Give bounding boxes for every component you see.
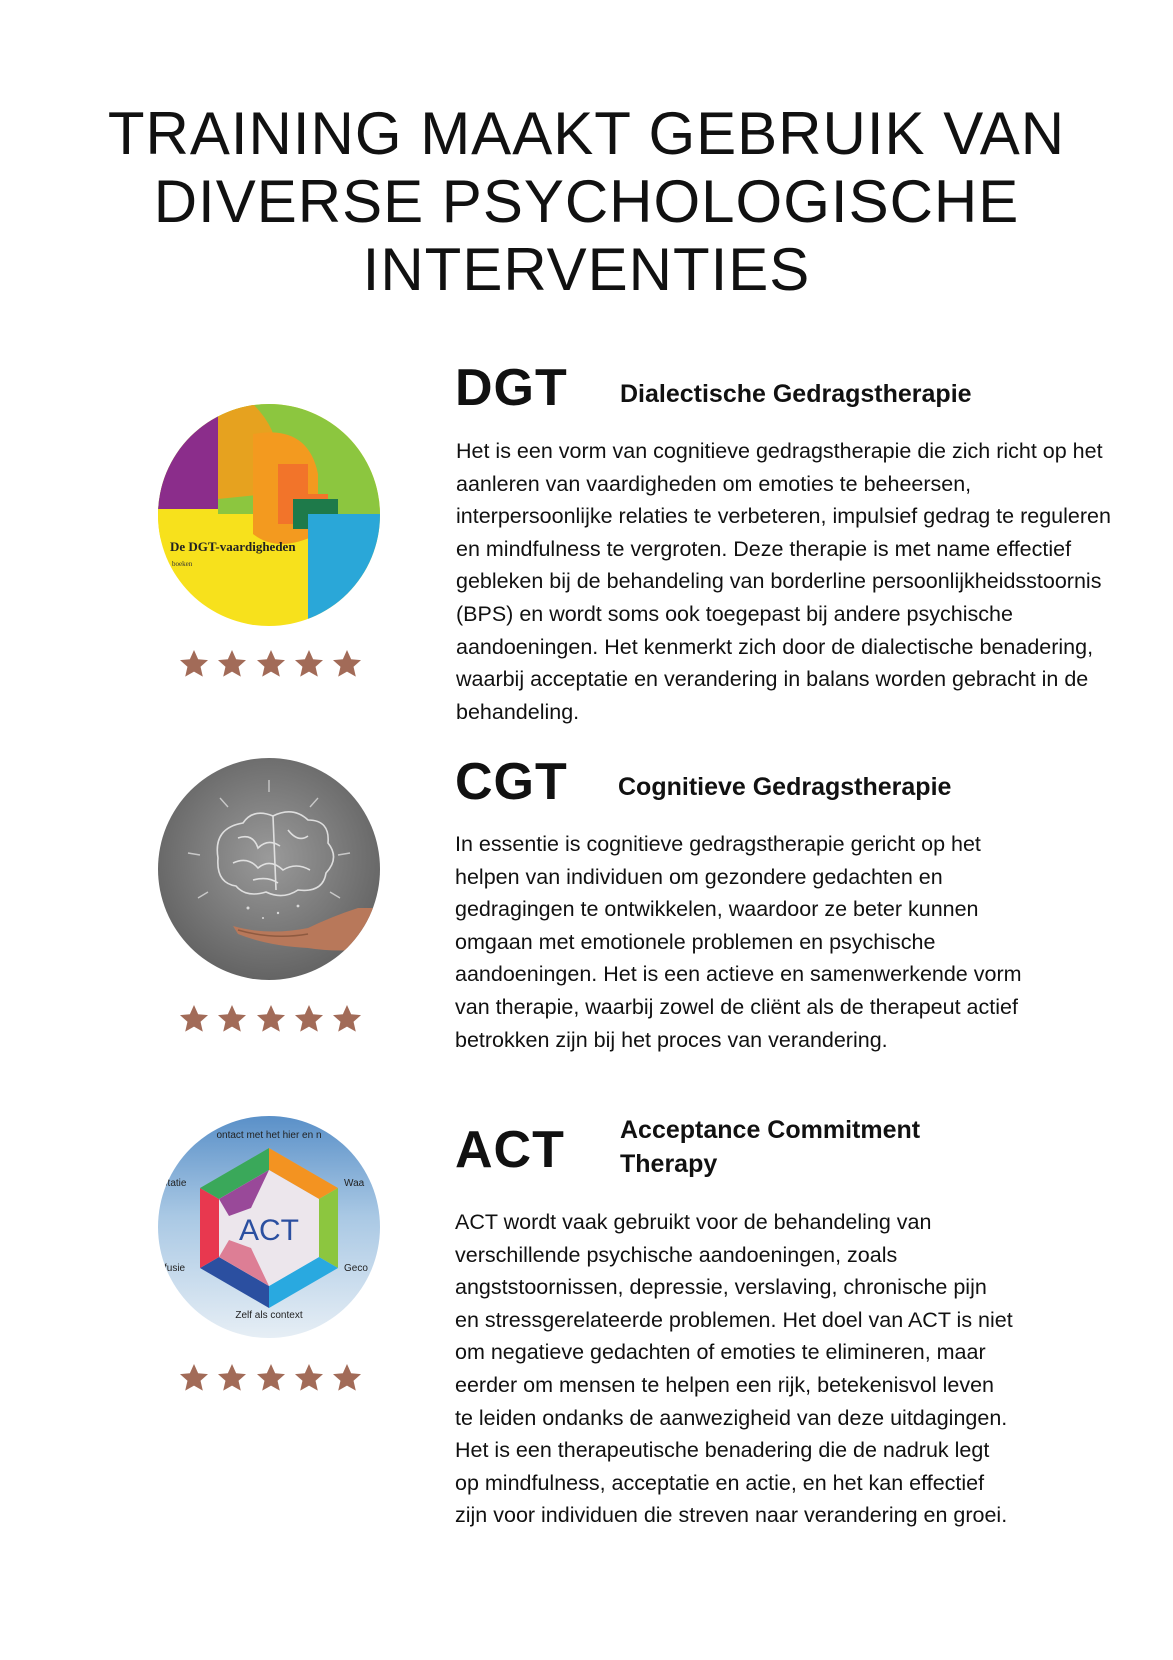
dgt-rating-stars [178, 648, 363, 682]
star-icon [216, 1003, 248, 1035]
dgt-abbreviation: DGT [455, 359, 568, 417]
act-description: ACT wordt vaak gebruikt voor de behandeling van verschillende psychische aandoeningen, zoals angststoornissen, depressie, verslaving, chronische pijn en stressgerelateerde problemen. Het doel van ACT is niet om negatieve gedachten of emoties te elimineren, maar eerder om mensen te helpen een rijk, betekenisvol leven te leiden ondanks de aanwezigheid van deze uitdagingen. Het is een therapeutische benadering die de nadruk legt op mindfulness, acceptatie en actie, en het kan effectief zijn voor individuen die streven naar verandering en groei. [455, 1210, 1013, 1528]
star-icon [255, 648, 287, 680]
act-label-top: ontact met het hier en n [216, 1130, 322, 1141]
act-center-label: ACT [239, 1214, 299, 1247]
dgt-description: Het is een vorm van cognitieve gedragstherapie die zich richt op het aanleren van vaardigheden om emoties te beheersen, interpersoonlijke relaties te verbeteren, impulsief gedrag te reguleren en mindfulness te vergroten. Deze therapie is met name effectief gebleken bij de behandeling van borderline persoonlijkheidsstoornis (BPS) en wordt soms ook toegepast bij andere psychische aandoeningen. Het kenmerkt zich door de dialectische benadering, waarbij acceptatie en verandering in balans worden gebracht in de behandeling. [456, 439, 1111, 724]
star-icon [178, 648, 210, 680]
star-icon [178, 1362, 210, 1394]
act-label-bottom-left: fusie [164, 1263, 186, 1274]
star-icon [331, 1003, 363, 1035]
dgt-full-name: Dialectische Gedragstherapie [620, 380, 972, 408]
star-icon [293, 1362, 325, 1394]
cgt-abbreviation: CGT [455, 753, 568, 811]
cgt-full-name: Cognitieve Gedragstherapie [618, 773, 952, 801]
act-hexaflex-image [158, 1116, 380, 1338]
act-full-name: Acceptance Commitment Therapy [620, 1116, 921, 1178]
star-icon [178, 1003, 210, 1035]
cgt-rating-stars [178, 1003, 363, 1037]
dgt-cover-subtitle-text: boeken [172, 560, 193, 568]
star-icon [216, 1362, 248, 1394]
act-label-bottom-right: Geco [344, 1263, 368, 1274]
page-title: TRAINING MAAKT GEBRUIK VAN DIVERSE PSYCHOLOGISCHE INTERVENTIES [107, 100, 1066, 303]
star-icon [293, 648, 325, 680]
dgt-cover-title-text: De DGT-vaardigheden [170, 539, 296, 554]
act-label-top-right: Waa [344, 1178, 365, 1189]
act-rating-stars [178, 1362, 363, 1396]
star-icon [331, 1362, 363, 1394]
star-icon [255, 1362, 287, 1394]
act-label-bottom: Zelf als context [235, 1310, 303, 1321]
cgt-description: In essentie is cognitieve gedragstherapie gericht op het helpen van individuen om gezondere gedachten en gedragingen te ontwikkelen, waardoor ze beter kunnen omgaan met emotionele problemen en psychische aandoeningen. Het is een actieve en samenwerkende vorm van therapie, waarbij zowel de cliënt als de therapeut actief betrokken zijn bij het proces van verandering. [455, 832, 1022, 1052]
star-icon [293, 1003, 325, 1035]
star-icon [216, 648, 248, 680]
act-label-top-left: ptatie [162, 1178, 187, 1189]
star-icon [331, 648, 363, 680]
star-icon [255, 1003, 287, 1035]
cgt-brain-hand-image [158, 758, 380, 980]
act-abbreviation: ACT [455, 1121, 565, 1179]
dgt-book-cover-image [158, 404, 380, 626]
